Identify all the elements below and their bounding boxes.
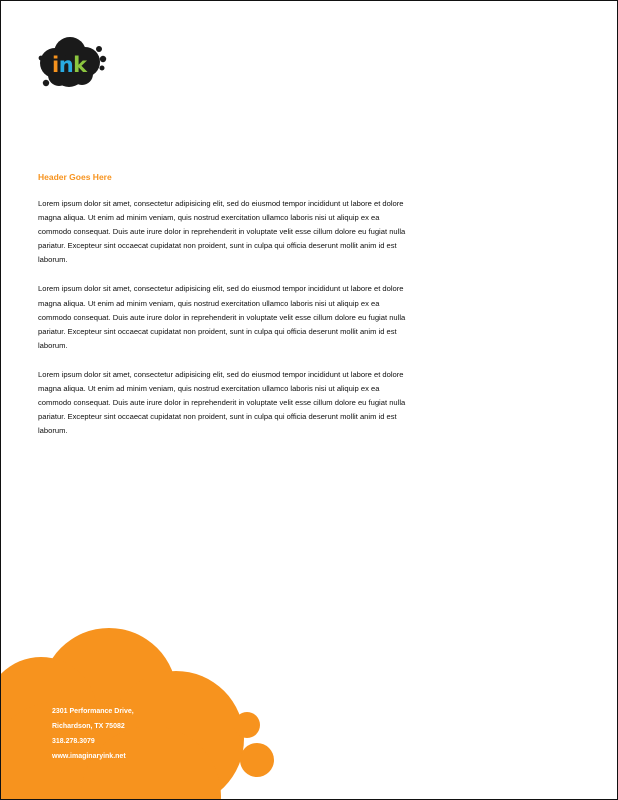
- ink-logo: [35, 31, 109, 93]
- address-line-2: Richardson, TX 75082: [52, 723, 125, 730]
- letter-header: Header Goes Here: [38, 172, 112, 182]
- body-paragraph: Lorem ipsum dolor sit amet, consectetur adipisicing elit, sed do eiusmod tempor incididunt ut labore et dolore magna aliqua. Ut enim ad minim veniam, quis nostrud exercitation ullamco laboris nisi ut aliquip ex ea commodo consequat. Duis aute irure dolor in reprehenderit in voluptate velit esse cillum dolore eu fugiat nulla pariatur. Excepteur sint occaecat cupidatat non proident, sunt in culpa qui officia deserunt mollit anim id est laborum.: [38, 284, 406, 350]
- logo-wordmark: ink: [52, 53, 87, 77]
- address-line-1: 2301 Performance Drive,: [52, 708, 134, 715]
- website-link[interactable]: www.imaginaryink.net: [52, 753, 126, 760]
- body-paragraph: Lorem ipsum dolor sit amet, consectetur adipisicing elit, sed do eiusmod tempor incididunt ut labore et dolore magna aliqua. Ut enim ad minim veniam, quis nostrud exercitation ullamco laboris nisi ut aliquip ex ea commodo consequat. Duis aute irure dolor in reprehenderit in voluptate velit esse cillum dolore eu fugiat nulla pariatur. Excepteur sint occaecat cupidatat non proident, sunt in culpa qui officia deserunt mollit anim id est laborum.: [38, 369, 406, 436]
- body-paragraph: Lorem ipsum dolor sit amet, consectetur adipisicing elit, sed do eiusmod tempor incididunt ut labore et dolore magna aliqua. Ut enim ad minim veniam, quis nostrud exercitation ullamco laboris nisi ut aliquip ex ea commodo consequat. Duis aute irure dolor in reprehenderit in voluptate velit esse cillum dolore eu fugiat nulla pariatur. Excepteur sint occaecat cupidatat non proident, sunt in culpa qui officia deserunt mollit anim id est laborum.: [38, 199, 406, 265]
- letter-body: [38, 197, 406, 453]
- ink-logo-graphic: [35, 31, 109, 93]
- footer-contact: [52, 704, 134, 764]
- footer-cloud-graphic: [1, 621, 281, 800]
- phone-number: 318.278.3079: [52, 738, 95, 745]
